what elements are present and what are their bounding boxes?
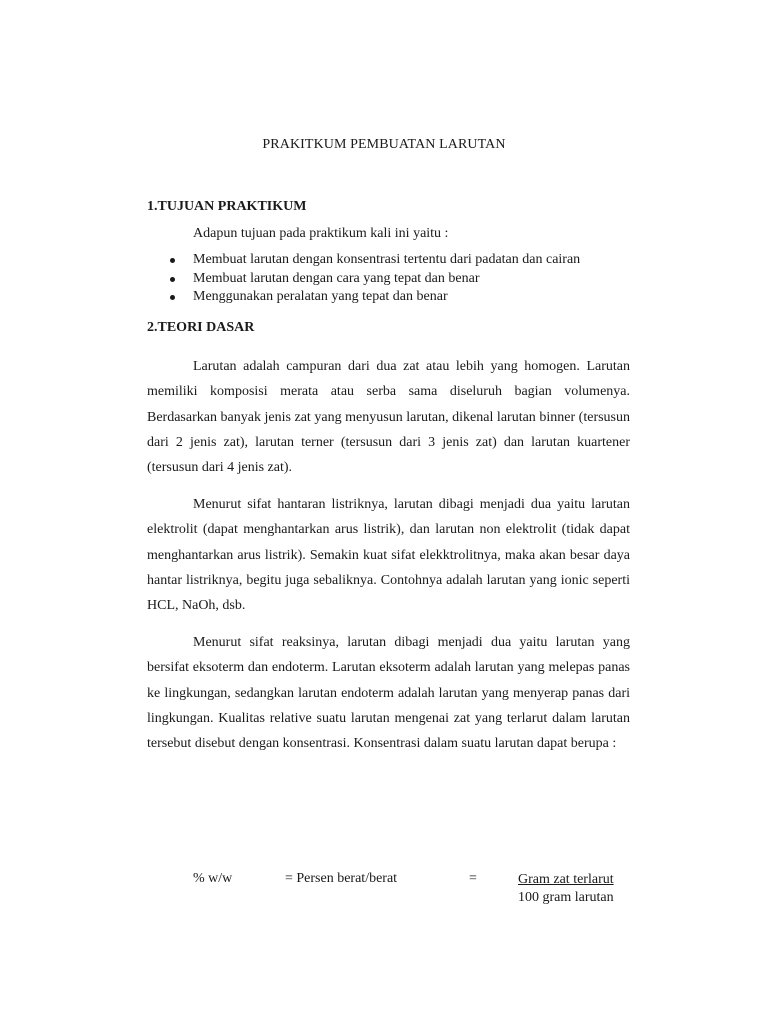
formula-definition: = Persen berat/berat bbox=[285, 871, 398, 886]
formula-percent-weight bbox=[0, 871, 768, 911]
document-title: PRAKITKUM PEMBUATAN LARUTAN bbox=[262, 137, 506, 152]
list-item-text: Membuat larutan dengan konsentrasi tertentu dari padatan dan cairan bbox=[193, 252, 581, 267]
list-item bbox=[170, 288, 580, 307]
section-heading-teori: 2.TEORI DASAR bbox=[147, 320, 255, 335]
section-heading-tujuan: 1.TUJUAN PRAKTIKUM bbox=[147, 199, 307, 214]
formula-denominator: 100 gram larutan bbox=[518, 890, 614, 905]
paragraph-larutan-definition: Larutan adalah campuran dari dua zat atau lebih yang homogen. Larutan memiliki komposisi merata atau serba sama diseluruh bagian volumenya. Berdasarkan banyak jenis zat yang menyusun larutan, dikenal larutan binner (tersusun dari 2 jenis zat), larutan terner (tersusun dari 3 jenis zat) dan larutan kuartener (tersusun dari 4 jenis zat). bbox=[147, 359, 630, 476]
list-item bbox=[170, 270, 580, 289]
formula-numerator: Gram zat terlarut bbox=[518, 872, 614, 887]
formula-equals: = bbox=[469, 871, 477, 886]
bullet-icon bbox=[170, 295, 175, 300]
formula-symbol: % w/w bbox=[193, 871, 233, 886]
list-item-text: Membuat larutan dengan cara yang tepat dan benar bbox=[193, 270, 480, 286]
tujuan-intro: Adapun tujuan pada praktikum kali ini yaitu : bbox=[193, 226, 449, 241]
bullet-icon bbox=[170, 258, 175, 263]
tujuan-list bbox=[170, 251, 580, 307]
list-item bbox=[170, 251, 580, 270]
formula-fraction bbox=[518, 871, 614, 907]
bullet-icon bbox=[170, 277, 175, 282]
list-item-text: Menggunakan peralatan yang tepat dan benar bbox=[193, 289, 448, 304]
paragraph-sifat-reaksi: Menurut sifat reaksinya, larutan dibagi menjadi dua yaitu larutan yang bersifat eksoterm dan endoterm. Larutan eksoterm adalah larutan yang melepas panas ke lingkungan, sedangkan larutan endoterm adalah larutan yang menyerap panas dari lingkungan. Kualitas relative suatu larutan mengenai zat yang terlarut dalam larutan tersebut disebut dengan konsentrasi. Konsentrasi dalam suatu larutan dapat berupa : bbox=[147, 635, 630, 752]
paragraph-hantaran-listrik: Menurut sifat hantaran listriknya, larutan dibagi menjadi dua yaitu larutan elektrolit (dapat menghantarkan arus listrik), dan larutan non elektrolit (tidak dapat menghantarkan arus listrik). Semakin kuat sifat elekktrolitnya, maka akan besar daya hantar listriknya, begitu juga sebaliknya. Contohnya adalah larutan yang ionic seperti HCL, NaOh, dsb. bbox=[147, 497, 630, 614]
